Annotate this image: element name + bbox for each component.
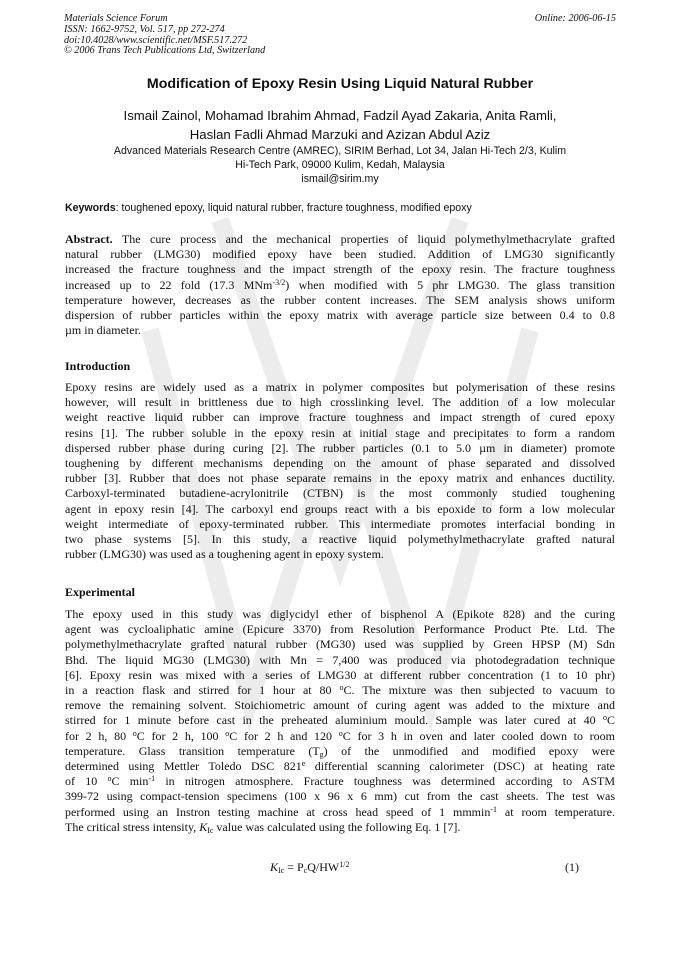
paragraph-line: rubber [3]. Rubber that does not phase separate remains in the epoxy matrix and enhances ductility. (65, 471, 615, 486)
paragraph-line: remove the remaining solvent. Stoichiometric amount of curing agent was added to the mixture and (65, 698, 615, 713)
introduction-heading: Introduction (65, 359, 131, 373)
journal-header (64, 14, 616, 57)
paragraph-line: performed using an Instron testing machine at cross head speed of 1 mmmin$^{-1}$ at room temperature. (65, 804, 615, 819)
paragraph-line: 399-72 using compact-tension specimens (100 x 96 x 6 mm) cut from the cast sheets. The test was (65, 789, 615, 804)
abstract-line: increased the fracture toughness and the impact strength of the epoxy resin. The fracture toughness (65, 262, 615, 277)
affiliation-line: Advanced Materials Research Centre (AMREC), SIRIM Berhad, Lot 34, Jalan Hi-Tech 2/3, Kulim (113, 145, 567, 157)
experimental-body (65, 607, 615, 835)
paragraph-line: determined using Mettler Toledo DSC 821e differential scanning calorimeter (DSC) at heating rate (65, 759, 615, 774)
experimental-heading: Experimental (65, 585, 135, 599)
equation-number: (1) (565, 860, 579, 874)
abstract-line: increased up to 22 fold (17.3 MNm$^{-3/2}$) when modified with 5 phr LMG30. The glass transition (65, 277, 616, 292)
issn-line: ISSN: 1662-9752, Vol. 517, pp 272-274 (64, 23, 225, 35)
paragraph-line: Bhd. The liquid MG30 (LMG30) with Mn = 7,400 was produced via photodegradation technique (65, 652, 615, 667)
paragraph-line: two phase systems [5]. In this study, a reactive liquid polymethylmethacrylate grafted natural (65, 532, 615, 547)
author-line: Ismail Zainol, Mohamad Ibrahim Ahmad, Fadzil Ayad Zakaria, Anita Ramli, (123, 108, 557, 123)
paragraph-line: Carboxyl-terminated butadiene-acrylonitrile (CTBN) is the most commonly studied toughening (65, 486, 615, 501)
introduction-body (65, 380, 615, 562)
paragraph-line: however, will result in brittleness due to high crosslinking level. The addition of a low molecular (65, 395, 615, 410)
paragraph-line: polymethylmethacrylate grafted natural rubber (MG30) used was supplied by Green HPSP (M) Sdn (65, 637, 615, 652)
paragraph-line: agent in epoxy resin [4]. The carboxyl end groups react with a bis epoxide to form a low molecular (65, 501, 615, 516)
author-email: ismail@sirim.my (301, 173, 379, 185)
paragraph-line: dispersed rubber phase during curing [2]. The rubber particles (0.1 to 5.0 µm in diameter) promote (65, 440, 615, 455)
doi-line: doi:10.4028/www.scientific.net/MSF.517.272 (64, 34, 248, 46)
paragraph-line: agent was cycloaliphatic amine (Epicure 3370) from Resolution Performance Product Pte. Ltd. The (65, 622, 615, 637)
paragraph-line: temperature. Glass transition temperature $(T_g)$ of the unmodified and modified epoxy were (65, 743, 615, 759)
abstract-label: Abstract. (65, 232, 113, 246)
affiliation (64, 144, 616, 186)
keywords-label: Keywords (65, 202, 116, 214)
paragraph-line: for 2 h, 80 $^o$C for 2 h, 100 $^o$C for 2 h and 120 $^o$C for 3 h in oven and later cooled down to room (65, 728, 616, 743)
author-line: Haslan Fadli Ahmad Marzuki and Azizan Abdul Aziz (189, 127, 491, 142)
keywords-text: : toughened epoxy, liquid natural rubber, fracture toughness, modified epoxy (115, 202, 472, 214)
paragraph-line: Epoxy resins are widely used as a matrix in polymer composites but polymerisation of these resins (65, 380, 615, 394)
paper-title: Modification of Epoxy Resin Using Liquid Natural Rubber (146, 76, 534, 92)
online-date: Online: 2006-06-15 (534, 13, 616, 24)
paragraph-line: The critical stress intensity, $K_{Ic}$ value was calculated using the following Eq. 1 [7]. (65, 819, 461, 835)
paragraph-line: resins [1]. The rubber soluble in the epoxy resin at initial stage and precipitates to form a random (65, 425, 615, 440)
abstract-line: dispersion of rubber particles within the epoxy matrix with average particle size between 0.4 to 0.8 (65, 308, 615, 323)
paragraph-line: toughening by different mechanisms depending on the amount of phase separated and dissolved (65, 456, 615, 471)
abstract-line: natural rubber (LMG30) modified epoxy have been studied. Addition of LMG30 significantly (65, 247, 615, 262)
paragraph-line: in a reaction flask and stirred for 1 hour at 80 $^o$C. The mixture was then subjected to vacuum to (65, 683, 616, 698)
author-list (64, 106, 616, 144)
paragraph-line: weight reactive liquid rubber can improve fracture toughness and impact strength of cured epoxy (65, 410, 615, 425)
abstract-line: Abstract. The cure process and the mechanical properties of liquid polymethylmethacrylate grafted (65, 232, 615, 246)
paragraph-line: weight intermediate of epoxy-terminated rubber. This intermediate promotes interfacial bonding in (65, 516, 615, 531)
paragraph-line: of 10 $^o$C $\min^{-1}$ in nitrogen atmosphere. Fracture toughness was determined according to ASTM (65, 774, 616, 789)
paragraph-line: stirred for 1 minute before cast in the preheated aluminium mould. Sample was later cured at 40 $^o$C (65, 713, 615, 728)
paragraph-line: rubber (LMG30) was used as a toughening agent in epoxy system. (65, 547, 384, 562)
copyright-line: © 2006 Trans Tech Publications Ltd, Switzerland (64, 45, 266, 57)
equation: $K_{Ic} = P_cQ/HW^{1/2}$ (270, 860, 350, 875)
paragraph-line: The epoxy used in this study was diglycidyl ether of bisphenol A (Epikote 828) and the curing (65, 607, 615, 621)
abstract (65, 232, 615, 338)
journal-name: Materials Science Forum (64, 13, 168, 24)
abstract-line: temperature however, decreases as the rubber content increases. The SEM analysis shows uniform (65, 292, 615, 307)
abstract-line: µm in diameter. (65, 323, 141, 338)
keywords (65, 202, 625, 214)
paragraph-line: [6]. Epoxy resin was mixed with a series of LMG30 at different rubber concentration (1 to 10 phr) (65, 667, 615, 682)
affiliation-line: Hi-Tech Park, 09000 Kulim, Kedah, Malaysia (235, 159, 445, 171)
